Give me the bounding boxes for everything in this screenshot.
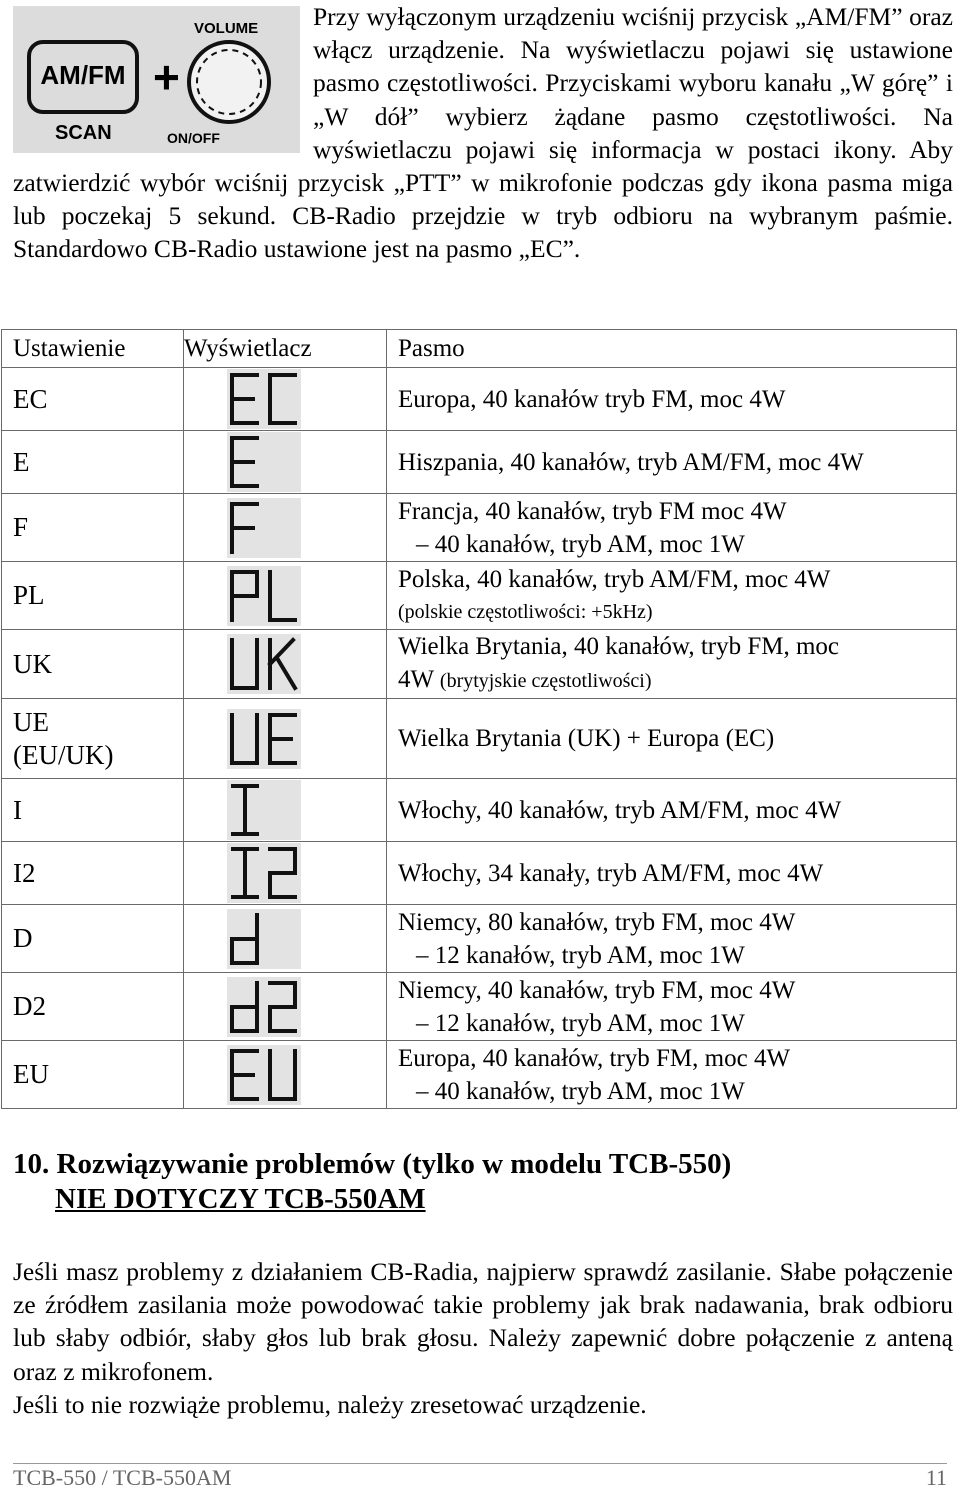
intro-paragraph (13, 0, 953, 266)
band-line1: Wielka Brytania, 40 kanałów, tryb FM, moc (398, 633, 840, 660)
setting-cell: F (2, 494, 184, 562)
display-cell (184, 431, 387, 494)
setting-cell: I2 (2, 842, 184, 905)
onoff-label: ON/OFF (167, 130, 220, 146)
header-display: Wyświetlacz (184, 330, 387, 368)
band-line1: Niemcy, 80 kanałów, tryb FM, moc 4W (398, 908, 796, 936)
setting-line1: UE (13, 706, 49, 737)
display-cell (184, 842, 387, 905)
band-cell (387, 699, 957, 779)
lcd-ue-icon (227, 709, 301, 769)
plus-sign: + (153, 51, 180, 103)
band-cell (387, 973, 957, 1041)
band-cell (387, 779, 957, 842)
band-line1: Włochy, 34 kanały, tryb AM/FM, moc 4W (398, 859, 824, 887)
display-cell (184, 905, 387, 973)
band-cell (387, 494, 957, 562)
lcd-f-icon (227, 498, 301, 558)
band-cell (387, 905, 957, 973)
display-cell (184, 973, 387, 1041)
band-cell (387, 431, 957, 494)
lcd-i-icon (227, 780, 301, 840)
lcd-e-icon (227, 432, 301, 492)
table-row (2, 1041, 957, 1109)
band-line1: Europa, 40 kanałów tryb FM, moc 4W (398, 385, 786, 413)
table-row (2, 494, 957, 562)
setting-cell: I (2, 779, 184, 842)
lcd-eu-icon (227, 1045, 301, 1105)
band-line1: Włochy, 40 kanałów, tryb AM/FM, moc 4W (398, 796, 842, 824)
section-subtitle: NIE DOTYCZY TCB-550AM (55, 1183, 426, 1215)
table-row (2, 779, 957, 842)
band-line1: Hiszpania, 40 kanałów, tryb AM/FM, moc 4W (398, 448, 864, 476)
scan-label: SCAN (55, 122, 112, 144)
display-cell (184, 562, 387, 630)
section-body (13, 1255, 953, 1421)
lcd-pl-icon (227, 566, 301, 626)
band-line1: Francja, 40 kanałów, tryb FM moc 4W (398, 497, 787, 525)
band-line2: – 12 kanałów, tryb AM, moc 1W (416, 1009, 745, 1037)
section-heading (13, 1147, 731, 1217)
setting-cell (2, 699, 184, 779)
band-line1: Wielka Brytania (UK) + Europa (EC) (398, 725, 775, 752)
table-row (2, 699, 957, 779)
volume-label: VOLUME (194, 20, 259, 37)
setting-cell: E (2, 431, 184, 494)
display-cell (184, 368, 387, 431)
amfm-label: AM/FM (40, 60, 126, 90)
band-cell (387, 368, 957, 431)
display-cell (184, 779, 387, 842)
setting-cell: PL (2, 562, 184, 630)
table-row (2, 905, 957, 973)
band-cell (387, 1041, 957, 1109)
lcd-d-icon (227, 909, 301, 969)
band-line1: Europa, 40 kanałów, tryb FM, moc 4W (398, 1044, 791, 1072)
page-number: 11 (925, 1465, 947, 1490)
setting-cell: D2 (2, 973, 184, 1041)
setting-line2: (EU/UK) (13, 739, 114, 770)
header-setting: Ustawienie (2, 330, 184, 368)
table-header-row (2, 330, 957, 368)
table-row (2, 630, 957, 699)
table-row (2, 562, 957, 630)
lcd-d2-icon (227, 977, 301, 1037)
band-line1: Polska, 40 kanałów, tryb AM/FM, moc 4W (398, 565, 831, 593)
band-line1: Niemcy, 40 kanałów, tryb FM, moc 4W (398, 976, 796, 1004)
intro-text: Przy wyłączonym urządzeniu wciśnij przycisk „AM/FM” oraz włącz urządzenie. Na wyświetlaczu pojawi się ustawione pasmo częstotliwości. Przyciskami wyboru kanału „W górę” i „W dół” wybierz żądane pasmo częstotliwości. Na wyświetlaczu pojawi się informacja w postaci ikony. Aby zatwierdzić wybór wciśnij przycisk „PTT” w mikrofonie podczas gdy ikona pasma miga lub poczekaj 5 sekund. CB-Radio przejdzie w tryb odbioru na wybranym paśmie. Standardowo CB-Radio ustawione jest na pasmo „EC”. (13, 2, 953, 264)
section-paragraph-1: Jeśli masz problemy z działaniem CB-Radia, najpierw sprawdź zasilanie. Słabe połączenie ze źródłem zasilania może powodować takie problemy jak brak nadawania, brak odbioru lub słaby odbiór, słaby głos lub brak głosu. Należy zapewnić dobre połączenie z anteną oraz z mikrofonem. (13, 1257, 953, 1386)
band-line2: – 40 kanałów, tryb AM, moc 1W (416, 1077, 745, 1105)
lcd-i2-icon (227, 843, 301, 903)
band-table (1, 329, 957, 1109)
header-band: Pasmo (387, 330, 957, 368)
display-cell (184, 630, 387, 699)
band-line2-note: (brytyjskie częstotliwości) (439, 670, 652, 692)
display-cell (184, 1041, 387, 1109)
table-row (2, 973, 957, 1041)
section-paragraph-2: Jeśli to nie rozwiąże problemu, należy zresetować urządzenie. (13, 1389, 647, 1419)
table-row (2, 368, 957, 431)
lcd-ec-icon (227, 369, 301, 429)
band-cell (387, 562, 957, 630)
display-cell (184, 699, 387, 779)
band-cell (387, 630, 957, 699)
band-cell (387, 842, 957, 905)
setting-cell: EC (2, 368, 184, 431)
band-line2-main: 4W (398, 666, 434, 693)
footer-divider (13, 1463, 947, 1464)
table-row (2, 842, 957, 905)
band-line2: (polskie częstotliwości: +5kHz) (398, 600, 653, 623)
footer-model: TCB-550 / TCB-550AM (13, 1465, 232, 1490)
lcd-uk-icon (227, 634, 301, 694)
table-row (2, 431, 957, 494)
band-line2: – 40 kanałów, tryb AM, moc 1W (416, 530, 745, 558)
band-line2: – 12 kanałów, tryb AM, moc 1W (416, 941, 745, 969)
setting-cell: D (2, 905, 184, 973)
display-cell (184, 494, 387, 562)
section-title: 10. Rozwiązywanie problemów (tylko w modelu TCB-550) (13, 1148, 732, 1180)
setting-cell: UK (2, 630, 184, 699)
setting-cell: EU (2, 1041, 184, 1109)
